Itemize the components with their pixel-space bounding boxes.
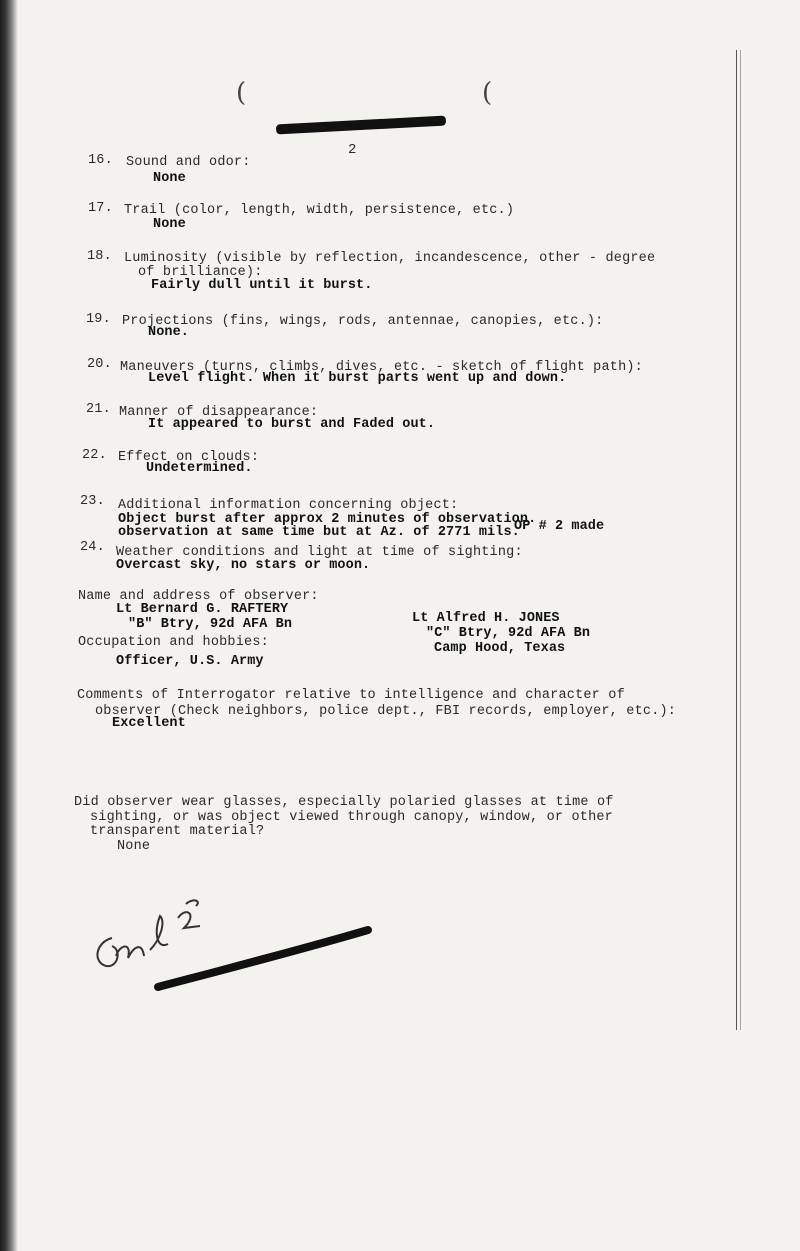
item-21-number: 21.: [86, 402, 111, 417]
punch-mark-left: (: [236, 78, 247, 108]
item-19-number: 19.: [86, 312, 111, 327]
item-24-question: Weather conditions and light at time of sighting:: [116, 545, 523, 560]
item-22-question: Effect on clouds:: [118, 450, 260, 465]
item-21-answer: It appeared to burst and Faded out.: [148, 417, 436, 432]
item-19-question: Projections (fins, wings, rods, antennae, canopies, etc.):: [122, 314, 604, 329]
interrogator-answer: Excellent: [112, 716, 186, 731]
observer-name-1: Lt Bernard G. RAFTERY: [116, 602, 289, 617]
page-number: 2: [348, 142, 357, 158]
item-22-answer: Undetermined.: [146, 461, 253, 476]
observer-location-2: Camp Hood, Texas: [434, 641, 566, 656]
occupation-answer: Officer, U.S. Army: [116, 654, 264, 669]
item-23-side-note: OP # 2 made: [514, 519, 605, 534]
item-24-answer: Overcast sky, no stars or moon.: [116, 558, 371, 573]
glasses-line-1: Did observer wear glasses, especially polaried glasses at time of: [74, 795, 614, 810]
item-18-question-cont: of brilliance):: [138, 265, 263, 280]
item-23-number: 23.: [80, 494, 105, 509]
item-19-answer: None.: [148, 325, 190, 340]
item-16-number: 16.: [88, 153, 113, 168]
item-18-answer: Fairly dull until it burst.: [151, 278, 373, 293]
item-21-question: Manner of disappearance:: [119, 405, 319, 420]
glasses-line-2: sighting, or was object viewed through canopy, window, or other: [90, 810, 613, 825]
item-20-answer: Level flight. When it burst parts went up and down.: [148, 371, 567, 386]
item-17-number: 17.: [88, 201, 113, 216]
item-18-question: Luminosity (visible by reflection, incandescence, other - degree: [124, 251, 656, 266]
item-17-question: Trail (color, length, width, persistence, etc.): [124, 203, 515, 218]
observer-unit-1: "B" Btry, 92d AFA Bn: [128, 617, 293, 632]
observer-label: Name and address of observer:: [78, 589, 319, 604]
item-18-number: 18.: [87, 249, 112, 264]
item-23-answer: Object burst after approx 2 minutes of observation.: [118, 512, 537, 527]
glasses-answer: None: [117, 839, 151, 854]
item-20-question: Maneuvers (turns, climbs, dives, etc. - sketch of flight path):: [120, 360, 643, 375]
observer-name-2: Lt Alfred H. JONES: [412, 611, 560, 626]
observer-unit-2: "C" Btry, 92d AFA Bn: [426, 626, 591, 641]
item-17-answer: None: [153, 217, 186, 232]
item-23-answer-cont: observation at same time but at Az. of 2771 mils.: [118, 525, 520, 540]
glasses-line-3: transparent material?: [90, 824, 265, 839]
item-22-number: 22.: [82, 448, 107, 463]
interrogator-line-1: Comments of Interrogator relative to intelligence and character of: [77, 688, 625, 703]
occupation-label: Occupation and hobbies:: [78, 635, 269, 650]
item-24-number: 24.: [80, 540, 105, 555]
item-23-question: Additional information concerning object:: [118, 498, 459, 513]
punch-mark-right: (: [482, 78, 493, 108]
item-16-question: Sound and odor:: [126, 155, 251, 170]
item-20-number: 20.: [87, 357, 112, 372]
interrogator-line-2: observer (Check neighbors, police dept., FBI records, employer, etc.):: [95, 704, 677, 719]
item-16-answer: None: [153, 171, 186, 186]
